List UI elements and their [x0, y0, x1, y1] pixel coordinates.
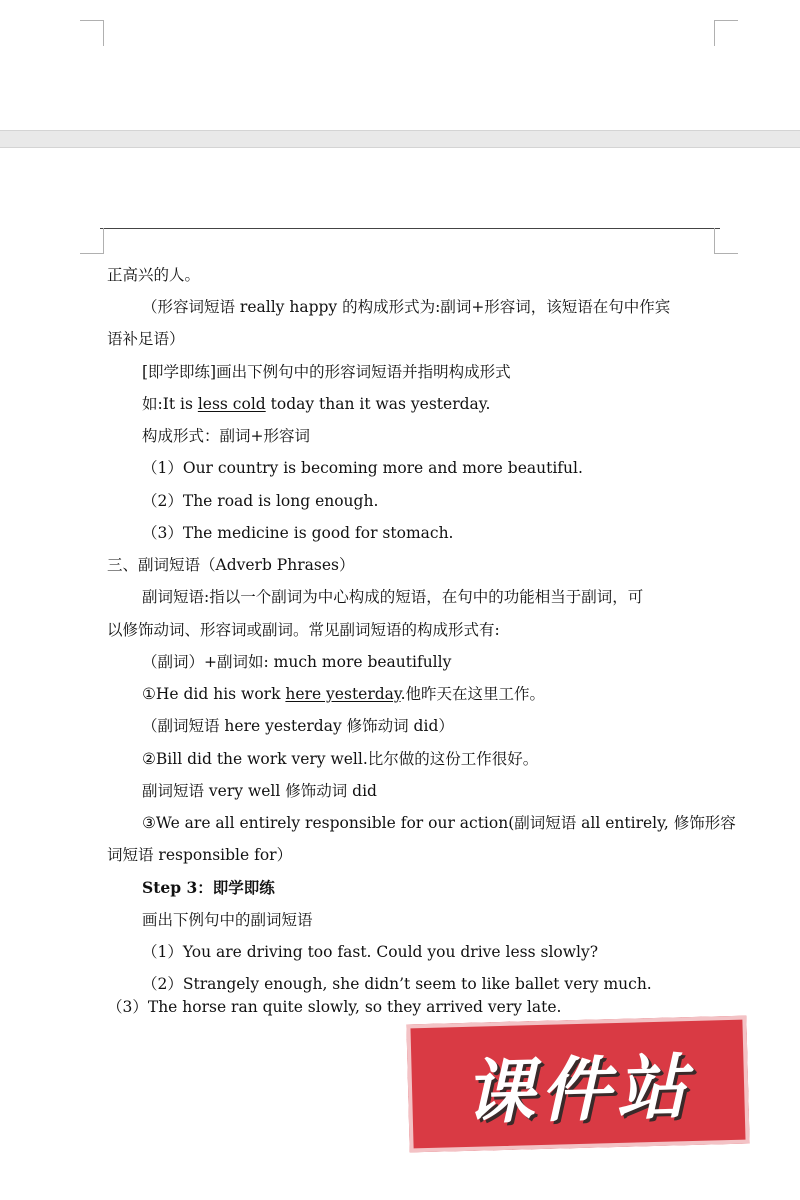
watermark-text: 课件站 [463, 1045, 694, 1134]
text-line: （1）Our country is becoming more and more beautiful. [142, 459, 583, 477]
watermark-stamp [406, 1016, 749, 1153]
text-line: 语补足语） [107, 330, 185, 348]
text-span: today than it was yesterday. [265, 395, 491, 413]
text-line: （1）You are driving too fast. Could you drive less slowly? [142, 943, 599, 961]
text-line: ②Bill did the work very well.比尔做的这份工作很好。 [142, 750, 539, 768]
text-line: 正高兴的人。 [107, 266, 201, 284]
margin-corner-bottom-left [80, 20, 104, 46]
example-line [142, 684, 545, 704]
text-line: 副词短语 very well 修饰动词 did [142, 782, 377, 800]
text-line: （3）The medicine is good for stomach. [142, 524, 454, 542]
text-line: （2）Strangely enough, she didn’t seem to like ballet very much. [142, 975, 652, 993]
previous-page-bottom [0, 0, 800, 130]
example-line [142, 394, 490, 414]
underlined-phrase: here yesterday [285, 685, 401, 703]
text-line: （形容词短语 really happy 的构成形式为:副词+形容词，该短语在句中作宾 [142, 298, 671, 316]
step-heading: Step 3：即学即练 [142, 878, 275, 897]
page-break-gap [0, 130, 800, 148]
text-line: （副词短语 here yesterday 修饰动词 did） [142, 717, 454, 735]
text-line: [即学即练]画出下例句中的形容词短语并指明构成形式 [142, 363, 511, 381]
text-span: 如:It is [142, 395, 198, 413]
text-line: 词短语 responsible for） [107, 846, 293, 864]
text-line: ③We are all entirely responsible for our action(副词短语 all entirely, 修饰形容 [142, 814, 736, 832]
underlined-phrase: less cold [197, 395, 266, 413]
text-line: 以修饰动词、形容词或副词。常见副词短语的构成形式有: [107, 621, 500, 639]
margin-corner-bottom-right [714, 20, 738, 46]
text-line: 构成形式：副词+形容词 [142, 427, 310, 445]
margin-corner-top-left [80, 228, 104, 254]
section-heading: 三、副词短语（Adverb Phrases） [107, 556, 355, 574]
text-span: ①He did his work [142, 685, 286, 703]
text-line: （副词）+副词如: much more beautifully [142, 653, 452, 671]
text-span: .他昨天在这里工作。 [400, 685, 546, 703]
text-line: 画出下例句中的副词短语 [142, 911, 313, 929]
text-line: 副词短语:指以一个副词为中心构成的短语，在句中的功能相当于副词，可 [142, 588, 644, 606]
text-line: （2）The road is long enough. [142, 492, 379, 510]
margin-corner-top-right [714, 228, 738, 254]
text-line: （3）The horse ran quite slowly, so they arrived very late. [107, 998, 562, 1016]
header-rule [100, 228, 720, 229]
